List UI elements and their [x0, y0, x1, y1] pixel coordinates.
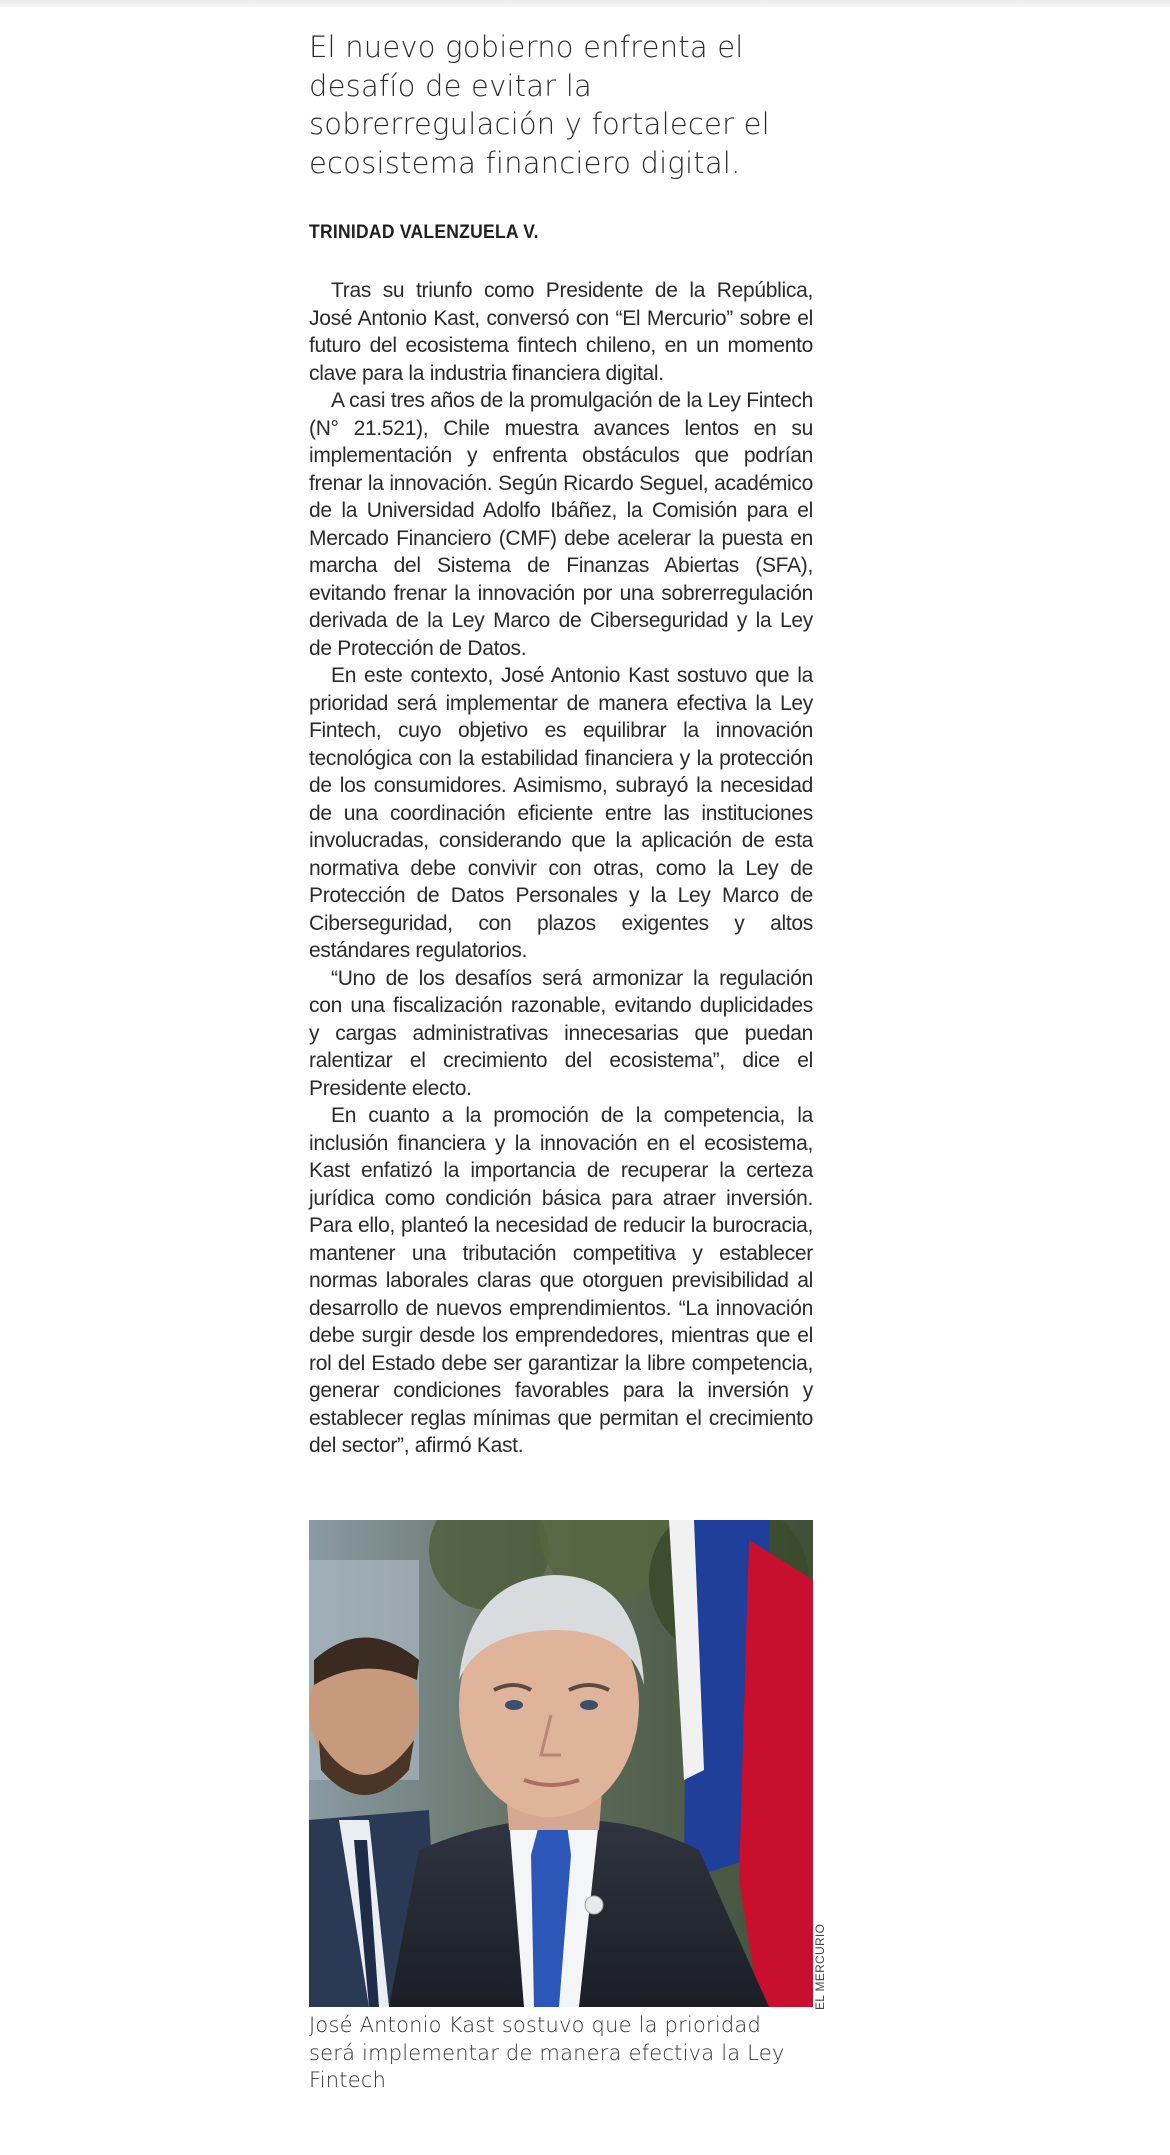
paragraph-4: “Uno de los desafíos será armonizar la regulación con una fiscalización razonable, evitando duplicidades y cargas administrativas innecesarias que puedan ralentizar el crecimiento del ecosistema”, dice el Presidente electo. [309, 966, 813, 1100]
paragraph-2: A casi tres años de la promulgación de la Ley Fintech (N° 21.521), Chile muestra avances lentos en su implementación y enfrenta obstáculos que podrían frenar la innovación. Según Ricardo Seguel, académico de la Universidad Adolfo Ibáñez, la Comisión para el Mercado Financiero (CMF) debe acelerar la puesta en marcha del Sistema de Finanzas Abiertas (SFA), evitando frenar la innovación por una sobrerregulación derivada de la Ley Marco de Ciberseguridad y la Ley de Protección de Datos. [309, 389, 813, 660]
article-subtitle: El nuevo gobierno enfrenta el desafío de evitar la sobrerregulación y fortalecer el ecosistema financiero digital. [309, 30, 770, 180]
flag-red [739, 1540, 813, 2007]
photo-credit-text: EL MERCURIO [813, 1923, 827, 2010]
paragraph-5: En cuanto a la promoción de la competencia, la inclusión financiera y la innovación en el ecosistema, Kast enfatizó la importancia de recuperar la certeza jurídica como condición básica para atraer inversión. Para ello, planteó la necesidad de reducir la burocracia, mantener una tributación competitiva y establecer normas laborales claras que otorguen previsibilidad al desarrollo de nuevos emprendimientos. “La innovación debe surgir desde los emprendedores, mientras que el rol del Estado debe ser garantizar la libre competencia, generar condiciones favorables para la inversión y establecer reglas mínimas que permitan el crecimiento del sector”, afirmó Kast. [309, 1104, 813, 1457]
article-body [309, 277, 813, 1460]
photo-caption: José Antonio Kast sostuvo que la prioridad será implementar de manera efectiva la Ley Fintech [309, 2013, 785, 2092]
paragraph-1: Tras su triunfo como Presidente de la República, José Antonio Kast, conversó con “El Mercurio” sobre el futuro del ecosistema fintech chileno, en un momento clave para la industria financiera digital. [309, 279, 813, 385]
paragraph-3: En este contexto, José Antonio Kast sostuvo que la prioridad será implementar de manera efectiva la Ley Fintech, cuyo objetivo es equilibrar la innovación tecnológica con la estabilidad financiera y la protección de los consumidores. Asimismo, subrayó la necesidad de una coordinación eficiente entre las instituciones involucradas, considerando que la aplicación de esta normativa debe convivir con otras, como la Ley de Protección de Datos Personales y la Ley Marco de Ciberseguridad, con plazos exigentes y altos estándares regulatorios. [309, 664, 813, 962]
photo-credit [813, 1890, 829, 2010]
article-byline: TRINIDAD VALENZUELA V. [309, 222, 539, 243]
photo-illustration [309, 1520, 813, 2007]
top-edge [0, 0, 1170, 7]
article-photo [309, 1520, 813, 2007]
